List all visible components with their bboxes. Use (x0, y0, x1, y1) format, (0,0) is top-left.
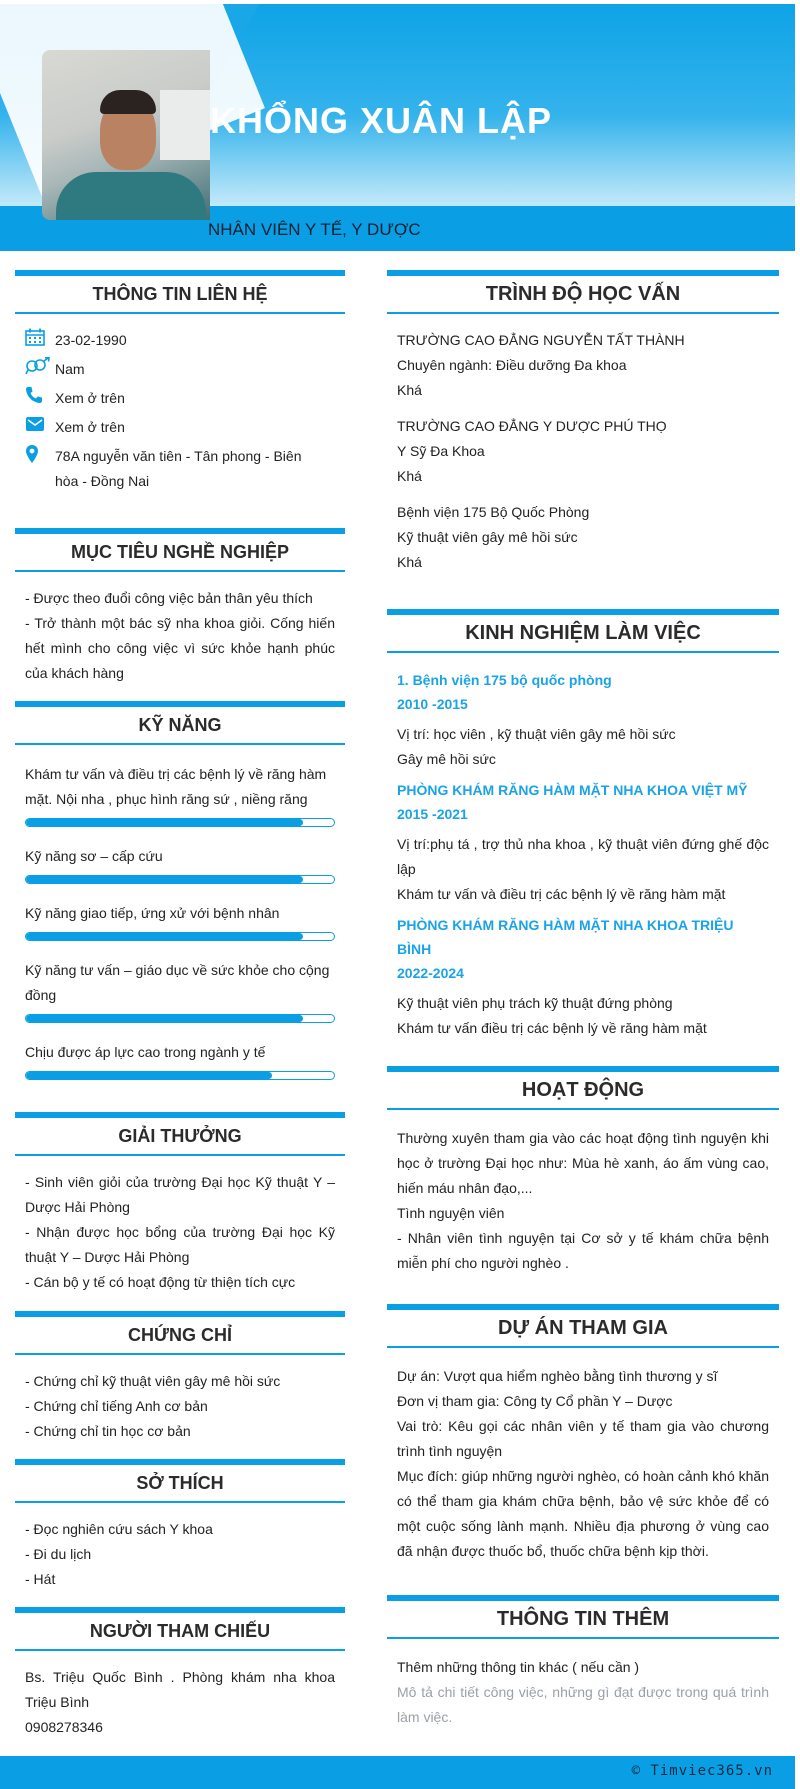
awards-section (15, 1112, 345, 1295)
skill-name: Kỹ năng sơ – cấp cứu (25, 848, 163, 864)
activity-line: - Nhân viên tình nguyện tại Cơ sở y tế khám chữa bệnh miễn phí cho người nghèo . (397, 1230, 769, 1271)
section-title: THÔNG TIN LIÊN HỆ (15, 270, 345, 314)
school-name: Bệnh viện 175 Bộ Quốc Phòng (397, 504, 590, 520)
candidate-name: KHỔNG XUÂN LẬP (210, 100, 553, 141)
school-name: TRƯỜNG CAO ĐẲNG Y DƯỢC PHÚ THỌ (397, 418, 667, 434)
section-title: NGƯỜI THAM CHIẾU (15, 1607, 345, 1651)
hobby-line: - Đi du lịch (25, 1546, 92, 1562)
hobbies-section (15, 1459, 345, 1592)
resume-header (0, 4, 795, 251)
objective-section (15, 528, 345, 686)
skill-name: Chịu được áp lực cao trong ngành y tế (25, 1044, 266, 1060)
company-name: PHÒNG KHÁM RĂNG HÀM MẶT NHA KHOA VIỆT MỸ (397, 782, 748, 798)
school-name: TRƯỜNG CAO ĐẲNG NGUYỄN TẤT THÀNH (397, 332, 685, 348)
location-icon (25, 444, 55, 471)
school-grade: Khá (397, 554, 422, 570)
work-period: 2015 -2021 (397, 806, 468, 822)
footer (0, 1756, 795, 1789)
school-grade: Khá (397, 468, 422, 484)
activities-section (387, 1066, 779, 1276)
work-position: Kỹ thuật viên phụ trách kỹ thuật đứng phòng (397, 995, 673, 1011)
section-title: KỸ NĂNG (15, 701, 345, 745)
skill-name: Kỹ năng giao tiếp, ứng xử với bệnh nhân (25, 905, 280, 921)
certificate-line: - Chứng chỉ kỹ thuật viên gây mê hồi sức (25, 1373, 281, 1389)
award-line: - Nhận được học bổng của trường Đại học Kỹ thuật Y – Dược Hải Phòng (25, 1224, 335, 1265)
objective-line: - Được theo đuổi công việc bản thân yêu thích (25, 590, 313, 606)
contact-gender: Nam (15, 357, 345, 382)
skill-level-bar (25, 1014, 335, 1023)
award-line: - Cán bộ y tế có hoạt động từ thiện tích cực (25, 1274, 296, 1290)
extra-info-section (387, 1595, 779, 1730)
extra-info-hint: Mô tả chi tiết công việc, những gì đạt được trong quá trình làm việc. (397, 1684, 769, 1725)
company-name: 1. Bệnh viện 175 bộ quốc phòng (397, 672, 612, 688)
section-title: KINH NGHIỆM LÀM VIỆC (387, 609, 779, 653)
work-detail: Khám tư vấn và điều trị các bệnh lý về răng hàm mặt (397, 886, 726, 902)
school-major: Chuyên ngành: Điều dưỡng Đa khoa (397, 357, 627, 373)
activity-line: Thường xuyên tham gia vào các hoạt động tình nguyện khi học ở trường Đại học như: Mùa hè xanh, áo ấm vùng cao, hiến máu nhân đạo,... (397, 1130, 769, 1196)
contact-birthday: 23-02-1990 (15, 328, 345, 353)
section-title: GIẢI THƯỞNG (15, 1112, 345, 1156)
resume-page (0, 4, 795, 1789)
skill-name: Khám tư vấn và điều trị các bệnh lý về răng hàm mặt. Nội nha , phục hình răng sứ , niềng răng (25, 766, 327, 807)
work-period: 2022-2024 (397, 965, 464, 981)
certificate-line: - Chứng chỉ tiếng Anh cơ bản (25, 1398, 208, 1414)
school-major: Kỹ thuật viên gây mê hồi sức (397, 529, 578, 545)
contact-phone: Xem ở trên (15, 386, 345, 411)
contact-section (15, 270, 345, 494)
section-title: MỤC TIÊU NGHỀ NGHIỆP (15, 528, 345, 572)
reference-line: Bs. Triệu Quốc Bình . Phòng khám nha khoa Triệu Bình (25, 1669, 335, 1710)
education-section (387, 270, 779, 575)
project-line: Vai trò: Kêu gọi các nhân viên y tế tham gia vào chương trình tình nguyện (397, 1418, 769, 1459)
avatar (42, 50, 210, 220)
school-grade: Khá (397, 382, 422, 398)
contact-email: Xem ở trên (15, 415, 345, 440)
hobby-line: - Hát (25, 1571, 56, 1587)
section-title: HOẠT ĐỘNG (387, 1066, 779, 1110)
skill-level-bar (25, 932, 335, 941)
work-position: Vị trí:phụ tá , trợ thủ nha khoa , kỹ thuật viên đứng ghế độc lập (397, 836, 769, 877)
award-line: - Sinh viên giỏi của trường Đại học Kỹ thuật Y – Dược Hải Phòng (25, 1174, 335, 1215)
work-detail: Gây mê hồi sức (397, 751, 496, 767)
work-detail: Khám tư vấn điều trị các bệnh lý về răng hàm mặt (397, 1020, 707, 1036)
skills-section (15, 701, 345, 1080)
work-position: Vị trí: học viên , kỹ thuật viên gây mê hồi sức (397, 726, 676, 742)
section-title: CHỨNG CHỈ (15, 1311, 345, 1355)
email-icon (25, 415, 55, 439)
section-title: SỞ THÍCH (15, 1459, 345, 1503)
experience-section (387, 609, 779, 1041)
project-line: Dự án: Vượt qua hiểm nghèo bằng tình thương y sĩ (397, 1368, 718, 1384)
project-line: Mục đích: giúp những người nghèo, có hoàn cảnh khó khăn có thể tham gia khám chữa bệnh, bảo vệ sức khỏe để có một cuộc sống lành mạnh. Nhiều địa phương ở vùng cao đã nhận được thuốc bổ, thuốc chữa bệnh kịp thời. (397, 1468, 769, 1559)
contact-address: 78A nguyễn văn tiên - Tân phong - Biên hòa - Đồng Nai (15, 444, 345, 494)
gender-icon (25, 357, 55, 382)
extra-info-line: Thêm những thông tin khác ( nếu cần ) (397, 1659, 640, 1675)
phone-icon (25, 386, 55, 411)
hobby-line: - Đọc nghiên cứu sách Y khoa (25, 1521, 213, 1537)
section-title: THÔNG TIN THÊM (387, 1595, 779, 1639)
projects-section (387, 1304, 779, 1564)
objective-line: - Trở thành một bác sỹ nha khoa giỏi. Cống hiến hết mình cho công việc vì sức khỏe hạnh phúc của khách hàng (25, 615, 335, 681)
reference-line: 0908278346 (25, 1719, 103, 1735)
project-line: Đơn vị tham gia: Công ty Cổ phần Y – Dược (397, 1393, 673, 1409)
references-section (15, 1607, 345, 1740)
activity-line: Tình nguyện viên (397, 1205, 505, 1221)
school-major: Y Sỹ Đa Khoa (397, 443, 485, 459)
section-title: DỰ ÁN THAM GIA (387, 1304, 779, 1348)
certificate-line: - Chứng chỉ tin học cơ bản (25, 1423, 191, 1439)
work-period: 2010 -2015 (397, 696, 468, 712)
calendar-icon (25, 328, 55, 353)
job-title: NHÂN VIÊN Y TẾ, Y DƯỢC (208, 220, 421, 239)
footer-brand: © Timviec365.vn (631, 1763, 773, 1779)
certificates-section (15, 1311, 345, 1444)
skill-level-bar (25, 875, 335, 884)
section-title: TRÌNH ĐỘ HỌC VẤN (387, 270, 779, 314)
skill-name: Kỹ năng tư vấn – giáo dục về sức khỏe cho cộng đồng (25, 962, 330, 1003)
company-name: PHÒNG KHÁM RĂNG HÀM MẶT NHA KHOA TRIỆU BÌNH (397, 917, 734, 957)
skill-level-bar (25, 818, 335, 827)
skill-level-bar (25, 1071, 335, 1080)
